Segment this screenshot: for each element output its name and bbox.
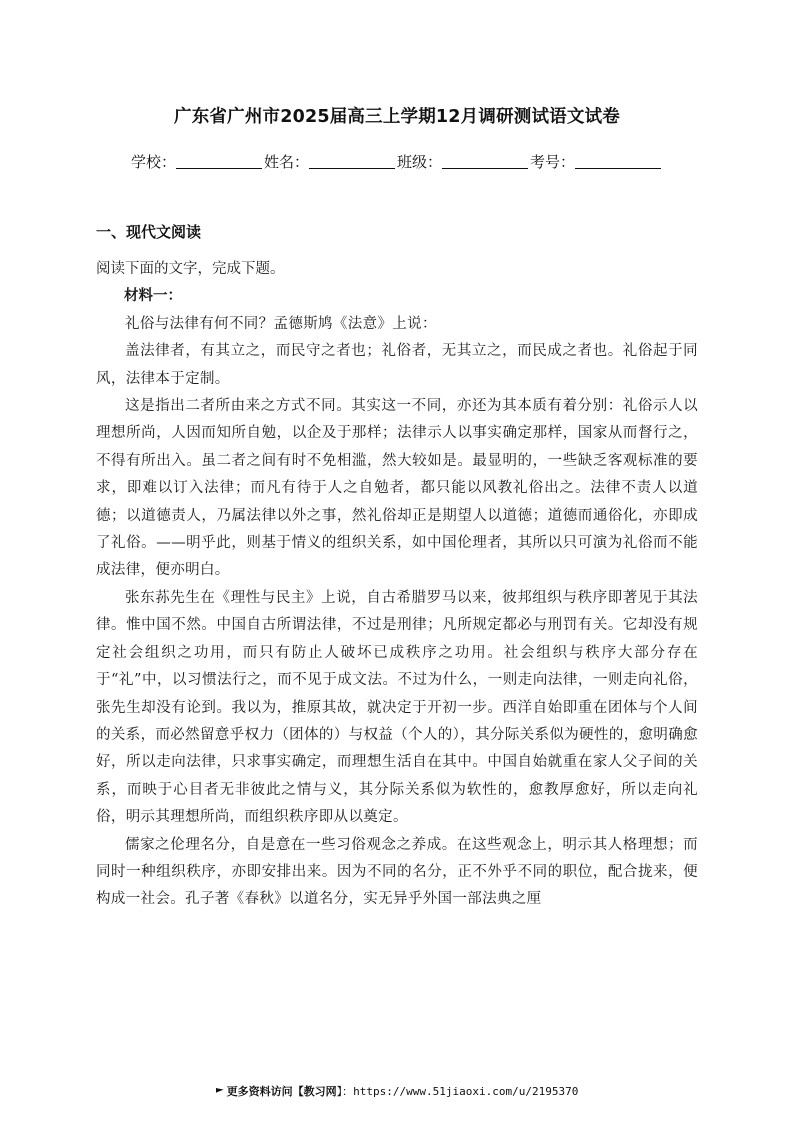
section-heading: 一、现代文阅读 xyxy=(96,223,202,241)
exam-number-blank xyxy=(575,154,661,169)
class-blank xyxy=(442,154,528,169)
class-field xyxy=(397,151,530,172)
reading-passage xyxy=(96,256,698,914)
passage-paragraph: 儒家之伦理名分，自是意在一些习俗观念之养成。在这些观念上，明示其人格理想；而同时一种组织秩序，亦即安排出来。因为不同的名分，正不外乎不同的职位，配合拢来，便构成一社会。孔子著《春秋》以道名分，实无异乎外国一部法典之厘 xyxy=(96,836,698,908)
flag-icon xyxy=(216,1088,224,1096)
exam-number-field xyxy=(530,151,663,172)
footer-prefix: 更多资料访问【 xyxy=(226,1085,304,1098)
reading-instruction: 阅读下面的文字，完成下题。 xyxy=(96,261,285,277)
passage-paragraph: 盖法律者，有其立之，而民守之者也；礼俗者，无其立之，而民成之者也。礼俗起于同风，法律本于定制。 xyxy=(96,343,698,387)
school-label: 学校： xyxy=(130,153,176,171)
footer-site-name: 教习网 xyxy=(303,1085,337,1098)
class-label: 班级： xyxy=(397,153,443,171)
passage-paragraph: 礼俗与法律有何不同？孟德斯鸠《法意》上说： xyxy=(125,315,437,332)
school-blank xyxy=(176,154,262,169)
passage-paragraph: 张东荪先生在《理性与民主》上说，自古希腊罗马以来，彼邦组织与秩序即著见于其法律。惟中国不然。中国自古所谓法律，不过是刑律；凡所规定都必与刑罚有关。它却没有规定社会组织之功用，而只有防止人破坏已成秩序之功用。社会组织与秩序大部分存在于“礼”中，以习惯法行之，而不见于成文法。不过为什么，一则走向法律，一则走向礼俗，张先生却没有论到。我以为，推原其故，就决定于开初一步。西洋自始即重在团体与个人间的关系，而必然留意乎权力（团体的）与权益（个人的），其分际关系似为硬性的，愈明确愈好，所以走向法律，只求事实确定，而理想生活自在其中。中国自始就重在家人父子间的关系，而映于心目者无非彼此之情与义，其分际关系似为软性的，愈教厚愈好，所以走向礼俗，明示其理想所尚，而组织秩序即从以奠定。 xyxy=(96,589,698,826)
student-info-line xyxy=(0,151,794,172)
name-label: 姓名： xyxy=(263,153,309,171)
exam-number-label: 考号： xyxy=(530,153,576,171)
footer-url[interactable]: 】：https://www.51jiaoxi.com/u/2195370 xyxy=(336,1085,579,1098)
name-blank xyxy=(309,154,395,169)
name-field xyxy=(264,151,397,172)
exam-title: 广东省广州市2025届高三上学期12月调研测试语文试卷 xyxy=(174,107,620,127)
passage-paragraph: 这是指出二者所由来之方式不同。其实这一不同，亦还为其本质有着分别：礼俗示人以理想所尚，人因而知所自勉，以企及于那样；法律示人以事实确定那样，国家从而督行之，不得有所出入。虽二者之间有时不免相滥，然大较如是。最显明的，一些缺乏客观标准的要求，即难以订入法律；而凡有待于人之自勉者，都只能以风教礼俗出之。法律不责人以道德；以道德责人，乃属法律以外之事，然礼俗却正是期望人以道德；道德而通俗化，亦即成了礼俗。——明乎此，则基于情义的组织关系，如中国伦理者，其所以只可演为礼俗而不能成法律，便亦明白。 xyxy=(96,398,698,579)
footer-link[interactable] xyxy=(0,1083,794,1099)
material-label: 材料一： xyxy=(124,288,182,305)
school-field xyxy=(131,151,264,172)
